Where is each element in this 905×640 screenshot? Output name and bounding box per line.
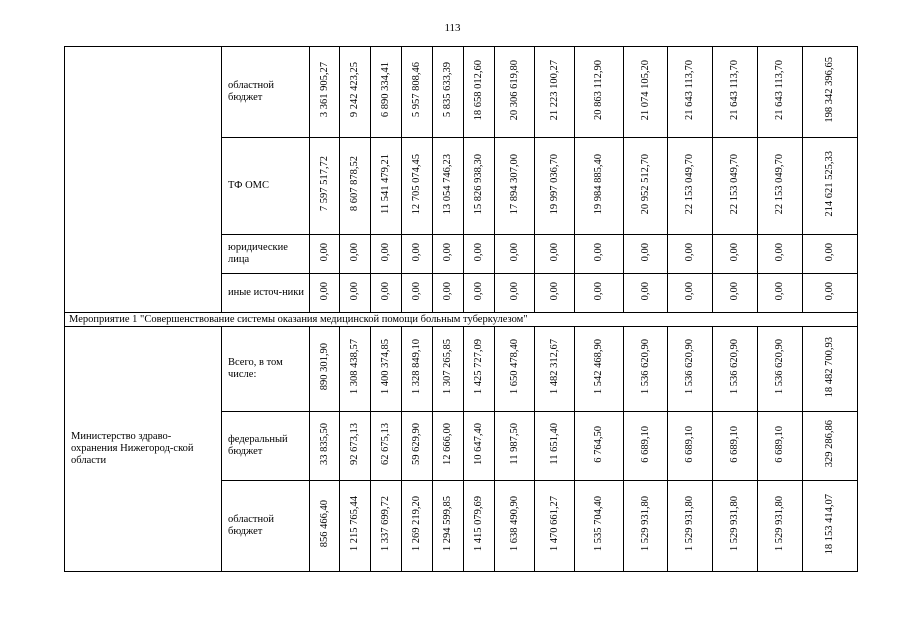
value-cell: 0,00 bbox=[684, 242, 695, 262]
value-cell: 12 705 074,45 bbox=[411, 153, 422, 215]
total-value-cell: 18 153 414,07 bbox=[824, 493, 835, 555]
value-cell: 1 529 931,80 bbox=[684, 496, 695, 552]
event-title: Мероприятие 1 "Совершенствование системы оказания медицинской помощи больным туберкулезом" bbox=[65, 313, 858, 327]
value-cell: 0,00 bbox=[318, 281, 330, 301]
value-cell: 0,00 bbox=[774, 242, 785, 262]
value-cell: 0,00 bbox=[684, 281, 695, 301]
funding-source-label: федеральный бюджет bbox=[222, 412, 310, 481]
total-value-cell: 198 342 396,65 bbox=[824, 57, 835, 123]
value-cell: 11 541 479,21 bbox=[380, 154, 391, 214]
value-cell: 7 597 517,72 bbox=[318, 156, 330, 212]
total-value-cell: 329 286,86 bbox=[824, 420, 835, 468]
value-cell: 92 673,13 bbox=[349, 423, 360, 465]
value-cell: 0,00 bbox=[349, 242, 360, 262]
value-cell: 1 308 438,57 bbox=[349, 339, 360, 395]
table-row bbox=[65, 327, 858, 412]
value-cell: 12 666,00 bbox=[442, 423, 453, 465]
value-cell: 20 306 619,80 bbox=[508, 59, 520, 121]
value-cell: 1 269 219,20 bbox=[411, 496, 422, 552]
value-cell: 0,00 bbox=[411, 281, 422, 301]
value-cell: 1 307 265,85 bbox=[442, 339, 453, 395]
value-cell: 1 470 661,27 bbox=[548, 496, 560, 552]
table-row bbox=[65, 47, 858, 138]
value-cell: 1 328 849,10 bbox=[411, 339, 422, 395]
funding-source-label: областной бюджет bbox=[222, 481, 310, 572]
value-cell: 9 242 423,25 bbox=[349, 62, 360, 118]
value-cell: 21 223 100,27 bbox=[548, 59, 560, 121]
value-cell: 1 482 312,67 bbox=[548, 339, 560, 395]
value-cell: 0,00 bbox=[380, 242, 391, 262]
value-cell: 0,00 bbox=[639, 242, 651, 262]
value-cell: 6 689,10 bbox=[684, 425, 695, 463]
value-cell: 0,00 bbox=[593, 281, 604, 301]
total-value-cell: 0,00 bbox=[824, 242, 835, 262]
value-cell: 15 826 938,30 bbox=[473, 153, 484, 215]
funding-source-label: ТФ ОМС bbox=[222, 138, 310, 235]
value-cell: 0,00 bbox=[639, 281, 651, 301]
value-cell: 6 689,10 bbox=[774, 425, 785, 463]
value-cell: 6 689,10 bbox=[639, 425, 651, 463]
value-cell: 19 984 885,40 bbox=[593, 153, 604, 215]
funding-source-label: иные источ-ники bbox=[222, 274, 310, 313]
value-cell: 0,00 bbox=[473, 242, 484, 262]
value-cell: 11 987,50 bbox=[508, 423, 520, 465]
organization-cell-empty bbox=[65, 47, 222, 313]
value-cell: 3 361 905,27 bbox=[318, 62, 330, 118]
value-cell: 0,00 bbox=[593, 242, 604, 262]
funding-source-label: областной бюджет bbox=[222, 47, 310, 138]
table-row bbox=[65, 313, 858, 327]
funding-source-label: Всего, в том числе: bbox=[222, 327, 310, 412]
value-cell: 1 536 620,90 bbox=[729, 339, 740, 395]
value-cell: 0,00 bbox=[774, 281, 785, 301]
value-cell: 1 400 374,85 bbox=[380, 339, 391, 395]
value-cell: 1 536 620,90 bbox=[774, 339, 785, 395]
value-cell: 1 535 704,40 bbox=[593, 496, 604, 552]
value-cell: 1 536 620,90 bbox=[684, 339, 695, 395]
value-cell: 0,00 bbox=[318, 242, 330, 262]
value-cell: 0,00 bbox=[729, 242, 740, 262]
value-cell: 0,00 bbox=[508, 242, 520, 262]
total-value-cell: 214 621 525,33 bbox=[824, 151, 835, 217]
value-cell: 1 215 765,44 bbox=[349, 496, 360, 552]
value-cell: 1 529 931,80 bbox=[639, 496, 651, 552]
value-cell: 1 415 079,69 bbox=[473, 496, 484, 552]
value-cell: 22 153 049,70 bbox=[774, 153, 785, 215]
page-number: 113 bbox=[444, 22, 461, 34]
value-cell: 33 835,50 bbox=[318, 423, 330, 465]
value-cell: 5 835 633,39 bbox=[442, 62, 453, 118]
value-cell: 19 997 036,70 bbox=[548, 153, 560, 215]
value-cell: 0,00 bbox=[411, 242, 422, 262]
value-cell: 11 651,40 bbox=[548, 423, 560, 465]
value-cell: 13 054 746,23 bbox=[442, 153, 453, 215]
value-cell: 21 074 105,20 bbox=[639, 59, 651, 121]
value-cell: 1 529 931,80 bbox=[774, 496, 785, 552]
total-value-cell: 0,00 bbox=[824, 281, 835, 301]
value-cell: 0,00 bbox=[442, 242, 453, 262]
value-cell: 0,00 bbox=[548, 281, 560, 301]
value-cell: 22 153 049,70 bbox=[684, 153, 695, 215]
organization-name: Министерство здраво-охранения Нижегород-ской области bbox=[65, 327, 222, 572]
value-cell: 18 658 012,60 bbox=[473, 59, 484, 121]
value-cell: 21 643 113,70 bbox=[684, 60, 695, 120]
value-cell: 0,00 bbox=[349, 281, 360, 301]
funding-table bbox=[64, 46, 858, 572]
value-cell: 6 890 334,41 bbox=[380, 62, 391, 118]
value-cell: 0,00 bbox=[729, 281, 740, 301]
value-cell: 20 952 512,70 bbox=[639, 153, 651, 215]
value-cell: 0,00 bbox=[548, 242, 560, 262]
value-cell: 8 607 878,52 bbox=[349, 156, 360, 212]
value-cell: 856 466,40 bbox=[318, 500, 330, 548]
value-cell: 17 894 307,00 bbox=[508, 153, 520, 215]
value-cell: 21 643 113,70 bbox=[729, 60, 740, 120]
value-cell: 1 337 699,72 bbox=[380, 496, 391, 552]
value-cell: 0,00 bbox=[442, 281, 453, 301]
value-cell: 1 542 468,90 bbox=[593, 339, 604, 395]
value-cell: 6 764,50 bbox=[593, 425, 604, 463]
value-cell: 20 863 112,90 bbox=[593, 60, 604, 120]
value-cell: 10 647,40 bbox=[473, 423, 484, 465]
value-cell: 0,00 bbox=[473, 281, 484, 301]
value-cell: 1 638 490,90 bbox=[508, 496, 520, 552]
value-cell: 21 643 113,70 bbox=[774, 60, 785, 120]
value-cell: 1 425 727,09 bbox=[473, 339, 484, 395]
value-cell: 0,00 bbox=[380, 281, 391, 301]
value-cell: 1 529 931,80 bbox=[729, 496, 740, 552]
value-cell: 6 689,10 bbox=[729, 425, 740, 463]
value-cell: 22 153 049,70 bbox=[729, 153, 740, 215]
funding-source-label: юридические лица bbox=[222, 235, 310, 274]
value-cell: 59 629,90 bbox=[411, 423, 422, 465]
value-cell: 0,00 bbox=[508, 281, 520, 301]
value-cell: 1 650 478,40 bbox=[508, 339, 520, 395]
value-cell: 62 675,13 bbox=[380, 423, 391, 465]
value-cell: 1 536 620,90 bbox=[639, 339, 651, 395]
value-cell: 5 957 808,46 bbox=[411, 62, 422, 118]
total-value-cell: 18 482 700,93 bbox=[824, 336, 835, 398]
value-cell: 1 294 599,85 bbox=[442, 496, 453, 552]
value-cell: 890 301,90 bbox=[318, 343, 330, 391]
